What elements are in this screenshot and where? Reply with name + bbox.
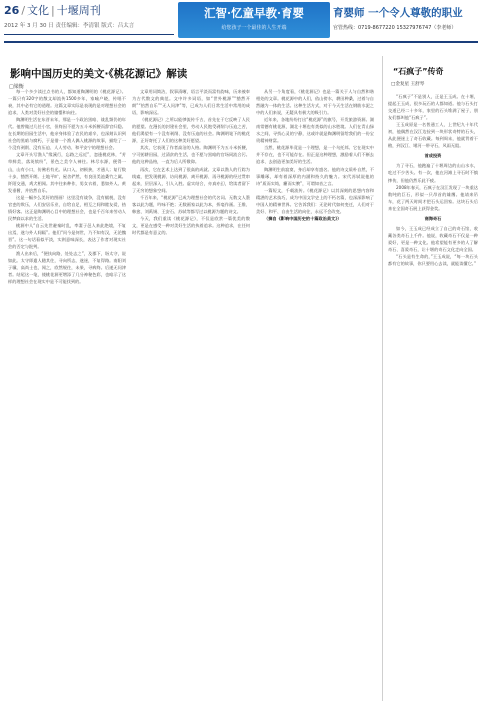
article-column-3 xyxy=(256,88,374,700)
paragraph: 再次，它在艺术上达到了很高的成就。文章以渔人的行踪为线索，把发现桃源、访问桃源、离开桃源、再寻桃源的经过贯串起来，层层深入，引人入胜。虚实结合，亦真亦幻，给读者留下了无穷的想象空间。 xyxy=(132,166,250,193)
article-author: 梁衡 xyxy=(13,84,24,90)
sidebar-authors: 金复星 王舒琴 xyxy=(395,82,425,87)
paragraph: 桃源中人“自云先世避秦时乱，率妻子邑人来此绝境，不复出焉，遂与外人间隔”。他们“问今是何世，乃不知有汉，无论魏晋”。这一句话看似平淡，实则意味深长，表达了作者对现实社会的否定与批判。 xyxy=(8,222,126,250)
sidebar-body xyxy=(388,93,478,698)
page-header xyxy=(4,2,174,38)
advertisement-banner xyxy=(178,2,478,38)
paragraph: 千百年来，“桃花源”已成为理想社会的代名词。无数文人墨客以此为题，吟咏不绝；无数画家以此为本，挥毫作画。王维、韩愈、刘禹锡、王安石、苏轼等都写过以桃源为题的诗文。 xyxy=(132,194,250,214)
edition-name: 十堰周刊 xyxy=(56,4,101,17)
sidebar-subhead: 商海奇石 xyxy=(424,215,442,221)
paragraph: “石头是有生命的，”王玉成说，“每一块石头都有它的故事，你只要用心去读，就能读懂它。” xyxy=(388,253,478,267)
paragraph: 文章用词简洁，叙事清晰，语言平淡而富有韵味，历来被奉为古代散文的典范。文中许多词语，如“世外桃源”“豁然开朗”“怡然自乐”“无人问津”等，已成为人们日常生活中常用的成语，影响深远。 xyxy=(132,89,250,116)
ad-hotline: 官管热线：0719-8677220 15327976747（李老师） xyxy=(333,25,457,31)
ad-left-title: 汇智·忆童早教·育婴 xyxy=(203,6,304,20)
column-divider xyxy=(382,56,383,701)
article-source: （摘自《影响中国历史的十篇政治美文》） xyxy=(264,215,342,221)
page-number: 26 xyxy=(4,4,20,17)
article-column-1 xyxy=(8,88,126,700)
paragraph: “石疯子”不是别人，正是王玉成。在十堰，提起王玉成，很多玩石的人都知道。他与石头打交道已经二十多年，家里的石头堆满了屋子，朋友们都叫他“石疯子”。 xyxy=(388,94,478,121)
paragraph: 这是一幅多么美好的图画！这里没有战争，没有赋税，没有官吏的欺压，人们安居乐业，自给自足，相互之间和睦友爱，热情好客。这正是陶渊明心目中的理想社会，也是千百年来劳动人民梦寐以求的生活。 xyxy=(8,194,126,221)
article-column-2 xyxy=(132,88,250,700)
paragraph: 陶渊明生活在东晋末年，那是一个政治黑暗、战乱频仍的年代。他曾做过几任小官，但终因不愿为五斗米折腰而辞官归隐。在长期的田园生活中，他亲身体验了农民的艰辛，也深刻认识到社会的黑暗与腐朽，于是借一个渔人偶入桃源的故事，描绘了一个没有剥削、没有压迫、人人劳动、和平安宁的理想社会。 xyxy=(8,117,126,151)
section-name: 文化 xyxy=(27,4,50,17)
paragraph: 2008年春天，石疯子在汉江发现了一块重达数吨的巨石，形似一只昂首的雄鹰。他请来吊车，花了两天时间才把石头运回家。这块石头后来在全国奇石展上获得金奖。 xyxy=(388,184,478,211)
header-divider xyxy=(4,34,174,35)
masthead-rule xyxy=(4,41,478,43)
paragraph: 文章开头写渔人“缘溪行，忘路之远近”，忽逢桃花林，“芳草鲜美，落英缤纷”，景色之美令人神往。林尽水源，便得一山，山有小口，仿佛若有光。从口入，初极狭，才通人；复行数十步，豁然开朗。土地平旷，屋舍俨然，有良田美池桑竹之属。阡陌交通，鸡犬相闻。其中往来种作，男女衣着，悉如外人。黄发垂髫，并怡然自乐。 xyxy=(8,152,126,193)
ad-right-panel xyxy=(333,2,478,38)
page-header-title: 26 / 文化 | 十堰周刊 xyxy=(4,4,101,17)
paragraph: 渔人出来后，“便扶向路，处处志之”，及郡下，诣太守，说如此。太守即遣人随其往，寻向所志，遂迷，不复得路。南阳刘子骥，高尚士也，闻之，欣然规往，未果，寻病终。后遂无问津者。结尾这一笔，使桃花源更增添了几分神秘色彩，也暗示了这样的理想社会在现实中是不可能找到的。 xyxy=(8,251,126,285)
article-byline: □梁衡 xyxy=(9,84,24,90)
paragraph: 今天，我们重读《桃花源记》，不仅是欣赏一篇优美的散文，更是在感受一种对美好生活的执着追求。这种追求，在任何时代都是有意义的。 xyxy=(132,215,250,235)
paragraph: 从另一个角度看，《桃花源记》也是一篇关于人与自然和谐相处的文章。桃花源中的人们，依山傍水，耕田种桑，过着与自然融为一体的生活。这种生活方式，对于今天生活在钢筋水泥之中的人们来说，无疑具有极大的吸引力。 xyxy=(256,89,374,116)
article-headline: 影响中国历史的美文·《桃花源记》解读 xyxy=(10,68,188,80)
ad-right-title: 育婴师 一个令人尊敬的职业 xyxy=(333,7,463,19)
ad-left-panel xyxy=(178,2,330,38)
paragraph: 一篇短文，千载流传。《桃花源记》以其深刻的思想内容和精湛的艺术技巧，成为中国文学史上的不朽名篇，也深深影响了中国人的精神世界。它告诉我们：无论时代如何变迁，人们对于美好、和平、自由生活的向往，永远不会改变。 xyxy=(256,187,374,214)
paragraph: 其次，它表现了作者高洁的人格。陶渊明不为五斗米折腰，宁可躬耕田园，过清贫的生活，也不愿与黑暗的官场同流合污。他的这种品格，一直为后人所敬仰。 xyxy=(132,145,250,165)
paragraph: 陶渊明生前寂寞，身后却享有盛名。他的诗文质朴自然，不事雕琢，却有着深厚的内涵和持久的魅力。宋代苏轼说他的诗“质而实绮，癯而实腴”，可谓知音之言。 xyxy=(256,166,374,186)
paragraph: 王玉成原是一名普通工人，上世纪九十年代初，他偶然在汉江边捡到一块形状奇特的石头，从此便迷上了奇石收藏。每到周末，他就背着干粮，到汉江、堵河一带寻石，风雨无阻。 xyxy=(388,122,478,149)
sidebar-byline: □金复星 王舒琴 xyxy=(391,82,425,87)
ad-left-subtitle: 给您孩子一个最佳的人生开端 xyxy=(221,25,287,31)
paragraph: 当然，桃花源毕竟是一个理想，是一个乌托邦。它在现实中并不存在，也不可能存在。但正是这种理想，激励着人们不断去追求、去创造更加美好的生活。 xyxy=(256,145,374,165)
paragraph: 《桃花源记》之所以能够流传千古，首先在于它反映了人民的愿望。在漫长的封建社会里，劳动人民饱受剥削与压迫之苦，他们渴望有一个没有剥削、没有压迫的社会。陶渊明笔下的桃花源，正好寄托了人们的这种美好愿望。 xyxy=(132,117,250,144)
paragraph: 近年来，各地纷纷打出“桃花源”的旗号，开发旅游资源。湖南常德有桃花源，湖北十堰也有类似的山水胜境。人们在青山绿水之间，寻找心灵的宁静，这或许就是陶渊明留给我们的一份宝贵精神财富。 xyxy=(256,117,374,144)
article-body xyxy=(8,88,376,703)
sidebar-headline: “石疯子”传奇 xyxy=(393,67,444,76)
sidebar-subhead: 首成投资 xyxy=(424,153,442,159)
date-line: 2012 年 3 月 30 日 责任编辑：李清银 版式：吕太言 xyxy=(4,23,135,29)
paragraph: 如今，王玉成已经成立了自己的奇石馆，收藏各类奇石上千件。他说，收藏奇石不仅是一种爱好，更是一种文化。他希望能有更多的人了解奇石、喜爱奇石，让十堰的奇石文化走向全国。 xyxy=(388,225,478,252)
masthead xyxy=(0,0,482,42)
paragraph: 每一个多少读过点书的人，都知道陶渊明的《桃花源记》。一篇只有320字的散文却流传1500多年，家喻户晓，传唱不衰，其中必有它的道理。这篇文章实际是表现的是对理想社会的追求，人类对美好社会的憧憬和向往。 xyxy=(8,89,126,116)
sidebar-article xyxy=(385,60,479,700)
paragraph: 为了寻石，他跑遍了十堰周边的山山水水，吃过不少苦头。有一次，他在河滩上寻石时不慎摔伤，但他仍然乐此不疲。 xyxy=(388,163,478,183)
